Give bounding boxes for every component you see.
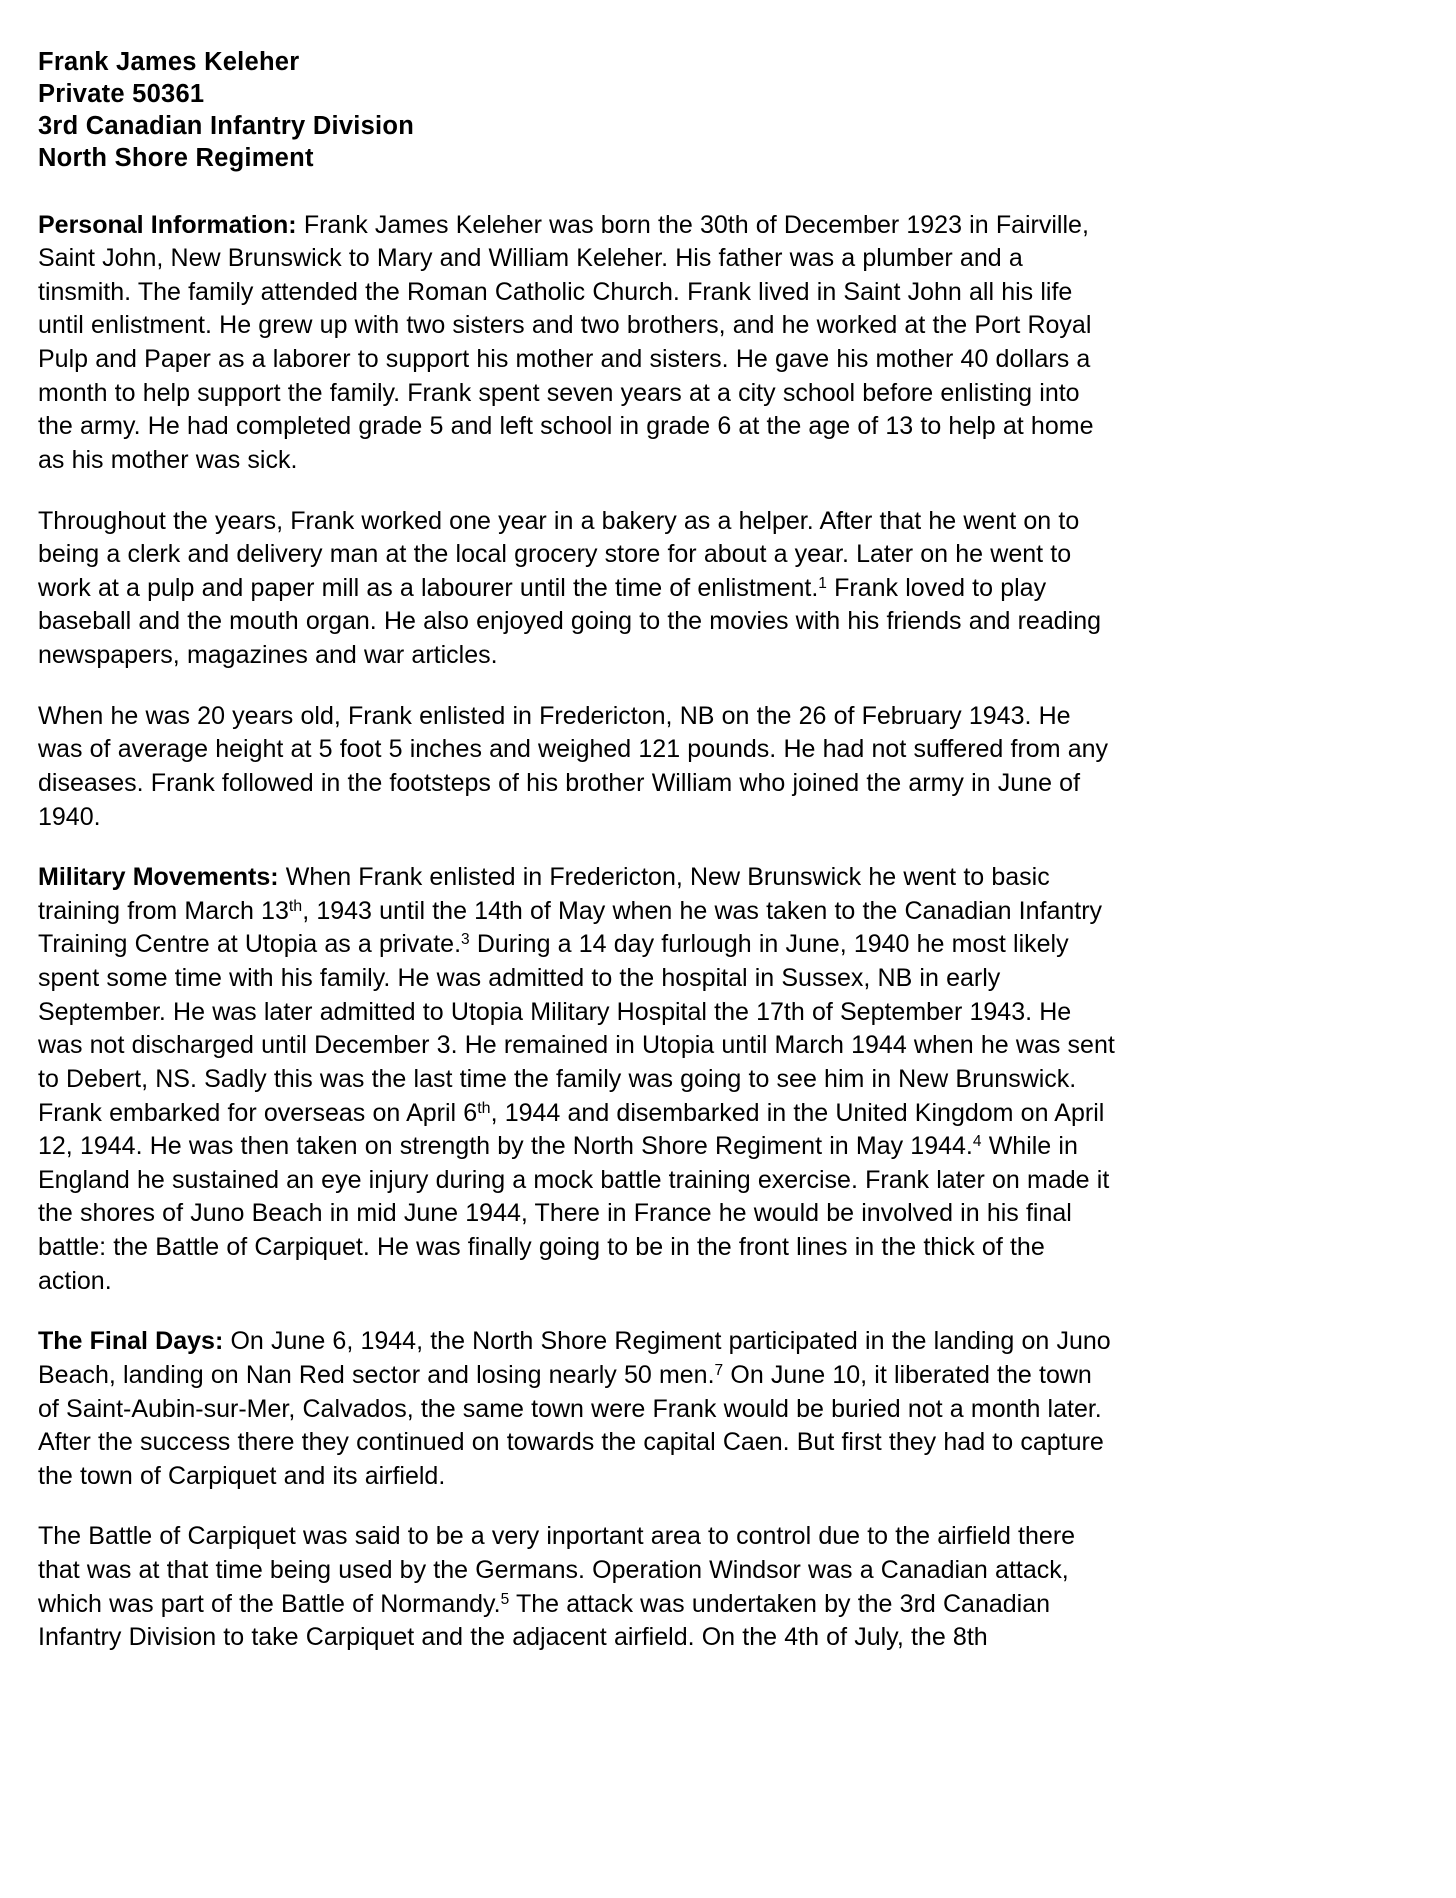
personal-information-label: Personal Information: xyxy=(38,210,297,239)
footnote-reference-5: 5 xyxy=(500,1590,510,1608)
military-movements-label: Military Movements: xyxy=(38,863,279,892)
final-days-label: The Final Days: xyxy=(38,1327,224,1356)
document-body xyxy=(38,46,1118,1655)
soldier-division: 3rd Canadian Infantry Division xyxy=(38,112,415,141)
early-work-text-part1: Throughout the years, Frank worked one year in a bakery as a helper. After that he went on to being a clerk and delivery man at the local grocery store for about a year. Later on he went to work at a pulp and paper mill as a labourer until the time of enlistment. xyxy=(38,506,1080,602)
carpiquet-text-part1: The Battle of Carpiquet was said to be a very inportant area to control due to the airfield there that was at that time being used by the Germans. Operation Windsor was a Canadian attack, which was part of the Battle of Normandy. xyxy=(38,1522,1076,1618)
paragraph-military-movements xyxy=(38,861,1118,1298)
footnote-reference-7: 7 xyxy=(714,1361,724,1379)
military-movements-text-part2: , 1943 until the 14th of May when he was taken to the Canadian Infantry Training Centre at Utopia as a private. xyxy=(38,896,1103,959)
military-movements-text-part5: While in England he sustained an eye injury during a mock battle training exercise. Frank later on made it the shores of Juno Beach in mid June 1944, There in France he would be involved in his final battle: the Battle of Carpiquet. He was finally going to be in the front lines in the thick of the action. xyxy=(38,1132,1110,1295)
footnote-reference-3: 3 xyxy=(461,931,470,949)
footnote-reference-4: 4 xyxy=(972,1133,982,1151)
carpiquet-text-part2: The attack was undertaken by the 3rd Canadian Infantry Division to take Carpiquet and the adjacent airfield. On the 4th of July, the 8th xyxy=(38,1589,1051,1652)
paragraph-early-work xyxy=(38,505,1118,673)
final-days-text-part1: On June 6, 1944, the North Shore Regiment participated in the landing on Juno Beach, landing on Nan Red sector and losing nearly 50 men. xyxy=(38,1327,1111,1389)
paragraph-battle-of-carpiquet xyxy=(38,1520,1118,1655)
early-work-text-part2: Frank loved to play baseball and the mouth organ. He also enjoyed going to the movies with his friends and reading newspapers, magazines and war articles. xyxy=(38,573,1102,669)
personal-information-text: Frank James Keleher was born the 30th of December 1923 in Fairville, Saint John, New Brunswick to Mary and William Keleher. His father was a plumber and a tinsmith. The family attended the Roman Catholic Church. Frank lived in Saint John all his life until enlistment. He grew up with two sisters and two brothers, and he worked at the Port Royal Pulp and Paper as a laborer to support his mother and sisters. He gave his mother 40 dollars a month to help support the family. Frank spent seven years at a city school before enlisting into the army. He had completed grade 5 and left school in grade 6 at the age of 13 to help at home as his mother was sick. xyxy=(38,210,1094,474)
soldier-regiment: North Shore Regiment xyxy=(38,144,314,173)
final-days-text-part2: On June 10, it liberated the town of Saint-Aubin-sur-Mer, Calvados, the same town were Frank would be buried not a month later. After the success there they continued on towards the capital Caen. But first they had to capture the town of Carpiquet and its airfield. xyxy=(38,1360,1104,1490)
enlistment-text: When he was 20 years old, Frank enlisted in Fredericton, NB on the 26 of February 1943. He was of average height at 5 foot 5 inches and weighed 121 pounds. He had not suffered from any diseases. Frank followed in the footsteps of his brother William who joined the army in June of 1940. xyxy=(38,701,1109,831)
soldier-name: Frank James Keleher xyxy=(38,48,300,76)
soldier-identity-heading xyxy=(38,46,1118,175)
military-movements-text-part3: During a 14 day furlough in June, 1940 he most likely spent some time with his family. He was admitted to the hospital in Sussex, NB in early September. He was later admitted to Utopia Military Hospital the 17th of September 1943. He was not discharged until December 3. He remained in Utopia until March 1944 when he was sent to Debert, NS. Sadly this was the last time the family was going to see him in New Brunswick. Frank embarked for overseas on April 6 xyxy=(38,930,1115,1127)
military-movements-text-part1: When Frank enlisted in Fredericton, New Brunswick he went to basic training from March 13 xyxy=(38,863,1050,925)
paragraph-enlistment xyxy=(38,700,1118,835)
paragraph-final-days xyxy=(38,1325,1118,1493)
soldier-rank-and-number: Private 50361 xyxy=(38,80,205,109)
ordinal-suffix-6th: th xyxy=(477,1099,491,1117)
ordinal-suffix-13th: th xyxy=(288,897,303,915)
military-movements-text-part4: , 1944 and disembarked in the United Kingdom on April 12, 1944. He was then taken on strength by the North Shore Regiment in May 1944. xyxy=(38,1098,1105,1161)
footnote-reference-1: 1 xyxy=(818,574,827,592)
paragraph-personal-information xyxy=(38,209,1118,478)
